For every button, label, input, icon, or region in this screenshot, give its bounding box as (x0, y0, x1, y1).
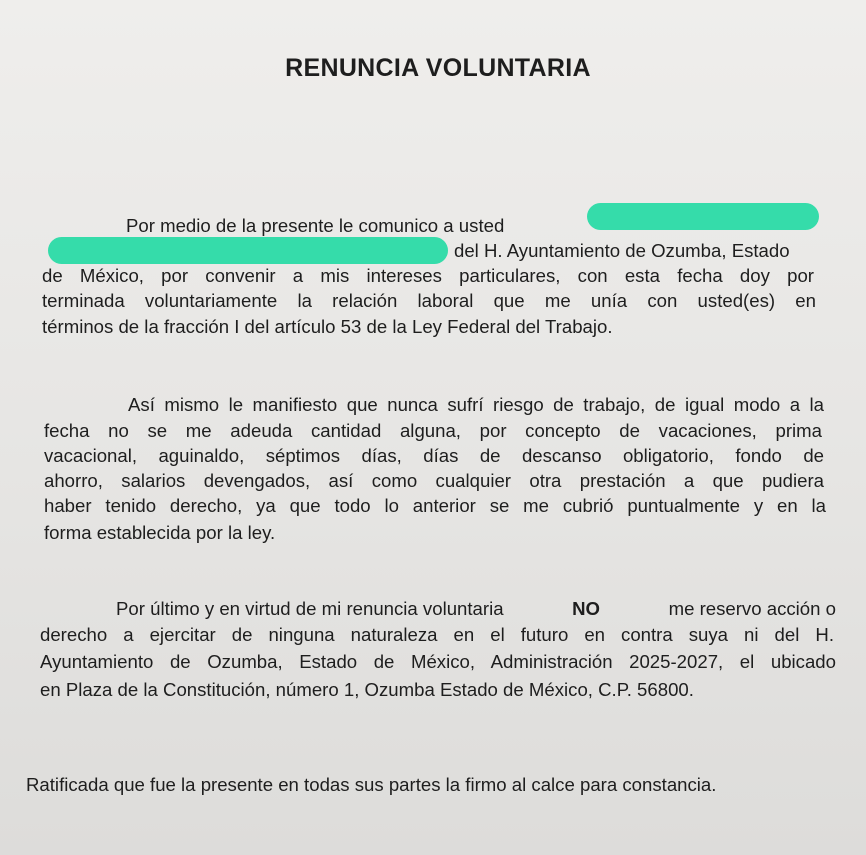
paragraph-3-line-1-after: me reservo acción o (668, 598, 836, 619)
redaction-mark-position (48, 237, 448, 264)
ratification-line: Ratificada que fue la presente en todas sus partes la firmo al calce para constancia. (26, 774, 717, 795)
redaction-mark-name (587, 203, 819, 230)
paragraph-3-line-1 (116, 597, 836, 621)
paragraph-2-line-1: Así mismo le manifiesto que nunca sufrí riesgo de trabajo, de igual modo a la (128, 394, 824, 415)
emphasis-no: NO (572, 598, 601, 619)
paragraph-2-line-4: ahorro, salarios devengados, así como cualquier otra prestación a que pudiera (44, 470, 824, 491)
paragraph-2-line-5: haber tenido derecho, ya que todo lo anterior se me cubrió puntualmente y en la (44, 495, 826, 516)
paragraph-1-line-4: terminada voluntariamente la relación laboral que me unía con usted(es) en (42, 290, 816, 311)
paragraph-3-line-3: Ayuntamiento de Ozumba, Estado de México, Administración 2025-2027, el ubicado (40, 651, 836, 672)
paragraph-1-line-1: Por medio de la presente le comunico a usted (126, 215, 505, 236)
paragraph-3-line-1-before: Por último y en virtud de mi renuncia voluntaria (116, 598, 504, 619)
paragraph-3-line-2: derecho a ejercitar de ninguna naturaleza en el futuro en contra suya ni del H. (40, 624, 834, 645)
paragraph-1-line-2: del H. Ayuntamiento de Ozumba, Estado (454, 240, 790, 261)
paragraph-3-line-4: en Plaza de la Constitución, número 1, Ozumba Estado de México, C.P. 56800. (40, 679, 694, 700)
paragraph-2-line-3: vacacional, aguinaldo, séptimos días, días de descanso obligatorio, fondo de (44, 445, 824, 466)
paragraph-1-line-3: de México, por convenir a mis intereses particulares, con esta fecha doy por (42, 265, 814, 286)
paragraph-2-line-6: forma establecida por la ley. (44, 522, 276, 543)
paragraph-2-line-2: fecha no se me adeuda cantidad alguna, por concepto de vacaciones, prima (44, 420, 822, 441)
paragraph-1-line-5: términos de la fracción I del artículo 53 de la Ley Federal del Trabajo. (42, 316, 613, 337)
document-title: RENUNCIA VOLUNTARIA (285, 54, 591, 82)
